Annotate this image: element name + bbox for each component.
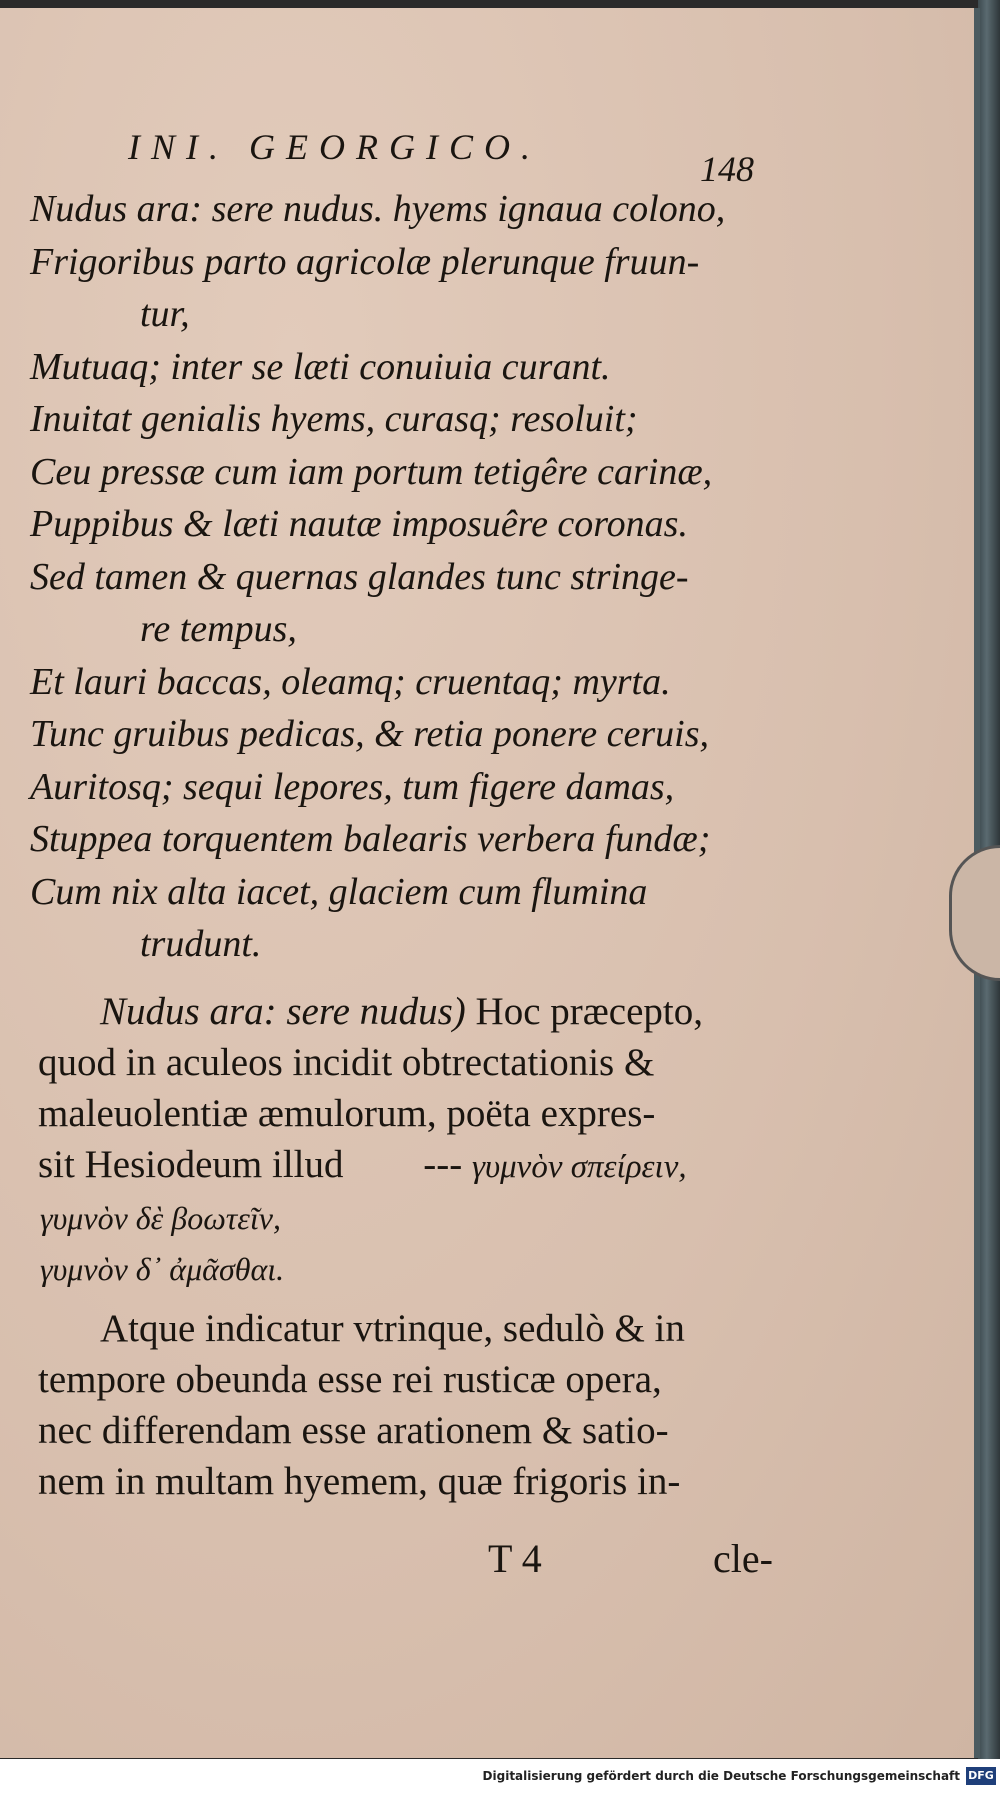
verse-line: Inuitat genialis hyems, curasq; resoluit; <box>30 398 638 440</box>
verse-line: Nudus ara: sere nudus. hyems ignaua colono, <box>30 188 726 230</box>
greek-quote: γυμνὸν δὲ βοωτεῖν, <box>40 1200 281 1236</box>
hesiod-intro: sit Hesiodeum illud <box>38 1143 344 1186</box>
digitization-footer <box>0 1759 1000 1797</box>
verse-line-continuation: tur, <box>140 293 190 335</box>
page-number: 148 <box>700 149 754 189</box>
book-page <box>0 8 980 1758</box>
verse-block <box>30 183 790 971</box>
commentary-line: nec differendam esse arationem & satio- <box>38 1409 669 1452</box>
running-header: INI. GEORGICO. <box>128 127 541 167</box>
verse-line: Cum nix alta iacet, glaciem cum flumina <box>30 870 648 913</box>
commentary-line: tempore obeunda esse rei rusticæ opera, <box>38 1358 662 1401</box>
verse-line: Frigoribus parto agricolæ plerunque fruun- <box>30 240 700 283</box>
quote-dashes: --- <box>423 1143 463 1186</box>
verse-line: Auritosq; sequi lepores, tum figere damas, <box>30 765 675 808</box>
commentary-line: nem in multam hyemem, quæ frigoris in- <box>38 1460 681 1503</box>
verse-line: Stuppea torquentem balearis verbera fundæ; <box>30 818 711 860</box>
dfg-logo: DFG <box>966 1767 996 1785</box>
commentary-block <box>38 986 783 1507</box>
verse-line-continuation: trudunt. <box>140 923 262 965</box>
commentary-line <box>38 1139 783 1193</box>
greek-quote: γυμνὸν δ᾽ ἀμᾶσθαι. <box>40 1251 285 1287</box>
verse-line: Mutuaq; inter se læti conuiuia curant. <box>30 345 611 388</box>
verse-line: Puppibus & læti nautæ imposuêre coronas. <box>30 503 688 545</box>
catchword: cle- <box>713 1536 773 1581</box>
commentary-line: Atque indicatur vtrinque, sedulò & in <box>100 1307 685 1350</box>
greek-quote: γυμνὸν σπείρειν, <box>471 1149 687 1185</box>
signature-mark: T 4 <box>488 1536 542 1581</box>
commentary-text: Hoc præcepto, <box>475 990 703 1033</box>
verse-line: Sed tamen & quernas glandes tunc stringe- <box>30 555 689 598</box>
verse-line: Et lauri baccas, oleamq; cruentaq; myrta. <box>30 660 671 703</box>
footer-credit: Digitalisierung gefördert durch die Deutsche Forschungsgemeinschaft <box>482 1769 960 1783</box>
commentary-first-line <box>38 986 783 1037</box>
commentary-lemma: Nudus ara: sere nudus) <box>100 990 466 1033</box>
commentary-line: maleuolentiæ æmulorum, poëta expres- <box>38 1092 656 1135</box>
verse-line: Tunc gruibus pedicas, & retia ponere ceruis, <box>30 713 710 755</box>
verse-line: Ceu pressæ cum iam portum tetigêre carinæ, <box>30 450 713 493</box>
commentary-line: quod in aculeos incidit obtrectationis & <box>38 1041 655 1084</box>
verse-line-continuation: re tempus, <box>140 608 297 650</box>
